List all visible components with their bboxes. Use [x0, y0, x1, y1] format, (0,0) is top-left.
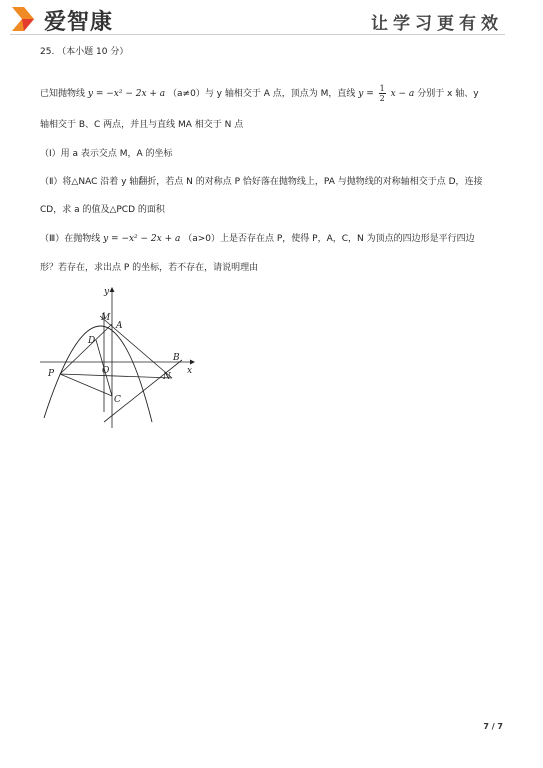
intro-text-end: 分别于 x 轴、y: [417, 89, 479, 99]
page-header: [0, 0, 543, 40]
label-point-m: M: [101, 313, 111, 323]
problem-intro-line2: 轴相交于 B、C 两点，并且与直线 MA 相交于 N 点: [40, 120, 244, 130]
label-y-axis: y: [104, 287, 110, 297]
part-two-line2: CD，求 a 的值及△PCD 的面积: [40, 205, 165, 215]
label-point-p: P: [48, 369, 55, 379]
fraction-one-half: [379, 84, 386, 103]
problem-intro: [40, 84, 479, 103]
label-point-n: N: [163, 372, 171, 382]
part-three-equation: y = −x² − 2x + a: [103, 234, 181, 244]
part-three-text-a: （Ⅲ）在抛物线: [40, 234, 101, 244]
fraction-numerator: 1: [379, 84, 385, 93]
label-point-b: B: [173, 353, 180, 363]
intro-text-a: 已知抛物线: [40, 89, 86, 99]
aizhikang-logo-icon: [10, 5, 40, 33]
problem-number: 25. （本小题 10 分）: [40, 47, 129, 57]
brand-name: 爱智康: [44, 10, 114, 35]
page-number: 7 / 7: [483, 722, 503, 731]
label-origin-o: O: [102, 366, 110, 376]
fraction-denominator: 2: [379, 94, 385, 103]
y-axis-arrow-icon: [110, 287, 115, 292]
line-bc: [104, 360, 182, 422]
part-one: （Ⅰ）用 a 表示交点 M，A 的坐标: [40, 149, 173, 159]
label-point-a: A: [116, 321, 123, 331]
label-x-axis: x: [187, 366, 193, 376]
line-equation-rhs: x − a: [390, 89, 415, 99]
x-axis-arrow-icon: [190, 360, 195, 365]
part-three-text-b: （a>0）上是否存在点 P，使得 P，A，C，N 为顶点的四边形是平行四边: [183, 234, 475, 244]
line-equation-lhs: y =: [358, 89, 374, 99]
part-three-line2: 形？若存在，求出点 P 的坐标，若不存在，请说明理由: [40, 263, 259, 273]
slogan: 让学习更有效: [371, 14, 503, 34]
header-divider: [10, 34, 505, 35]
label-point-c: C: [114, 395, 121, 405]
part-two-line1: （Ⅱ）将△NAC 沿着 y 轴翻折，若点 N 的对称点 P 恰好落在抛物线上，PA 与抛物线的对称轴相交于点 D，连接: [40, 177, 483, 187]
label-point-d: D: [88, 336, 96, 346]
intro-condition: （a≠0）与 y 轴相交于 A 点，顶点为 M，直线: [168, 89, 356, 99]
geometry-figure: [32, 282, 202, 432]
part-three-line1: [40, 233, 475, 245]
segment-pn: [60, 374, 172, 378]
parabola-equation: y = −x² − 2x + a: [87, 89, 166, 99]
